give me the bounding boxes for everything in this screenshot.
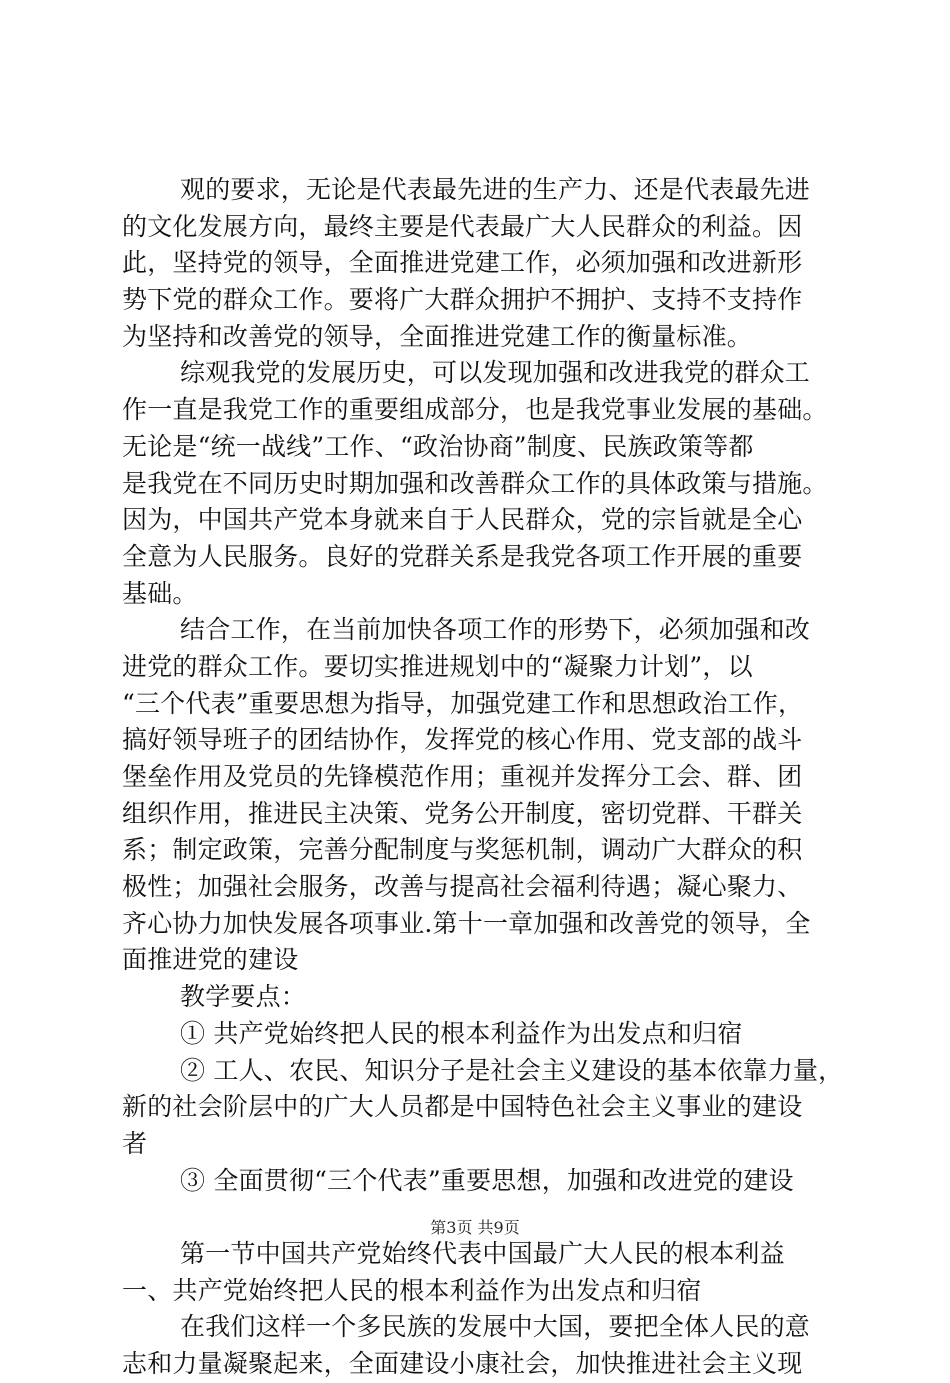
document-body — [122, 172, 842, 1383]
text-line: 齐心协力加快发展各项事业.第十一章加强和改善党的领导，全 — [122, 908, 811, 938]
section-label: 教学要点： — [180, 982, 307, 1012]
section-heading: 第一节中国共产党始终代表中国最广大人民的根本利益 — [180, 1238, 785, 1268]
text-line: 结合工作，在当前加快各项工作的形势下，必须加强和改 — [180, 615, 811, 645]
text-line: 全意为人民服务。良好的党群关系是我党各项工作开展的重要 — [122, 541, 803, 571]
text-line: 进党的群众工作。要切实推进规划中的“凝聚力计划”，以 — [122, 651, 753, 681]
list-item: ② 工人、农民、知识分子是社会主义建设的基本依靠力量， — [180, 1055, 844, 1085]
text-line: 因为，中国共产党本身就来自于人民群众，党的宗旨就是全心 — [122, 505, 803, 535]
text-line: 的文化发展方向，最终主要是代表最广大人民群众的利益。因 — [122, 211, 803, 241]
text-line: 无论是“统一战线”工作、“政治协商”制度、民族政策等都 — [122, 431, 754, 461]
text-line: 面推进党的建设 — [122, 945, 299, 975]
text-line: 在我们这样一个多民族的发展中大国，要把全体人民的意 — [180, 1312, 811, 1342]
text-line: 组织作用，推进民主决策、党务公开制度，密切党群、干群关 — [122, 798, 803, 828]
text-line: 搞好领导班子的团结协作，发挥党的核心作用、党支部的战斗 — [122, 725, 803, 755]
text-line: “三个代表”重要思想为指导，加强党建工作和思想政治工作， — [122, 688, 804, 718]
text-line: 基础。 — [122, 578, 198, 608]
text-line: 新的社会阶层中的广大人员都是中国特色社会主义事业的建设 — [122, 1092, 803, 1122]
text-line: 者 — [122, 1128, 148, 1158]
subsection-heading: 一、共产党始终把人民的根本利益作为出发点和归宿 — [122, 1275, 702, 1305]
text-line: 系；制定政策，完善分配制度与奖惩机制，调动广大群众的积 — [122, 835, 803, 865]
list-item: ③ 全面贯彻“三个代表”重要思想，加强和改进党的建设 — [180, 1165, 794, 1195]
text-line: 观的要求，无论是代表最先进的生产力、还是代表最先进 — [180, 175, 811, 204]
text-line: 作一直是我党工作的重要组成部分，也是我党事业发展的基础。 — [122, 395, 828, 425]
list-item: ① 共产党始终把人民的根本利益作为出发点和归宿 — [180, 1018, 743, 1048]
text-line: 极性；加强社会服务，改善与提高社会福利待遇；凝心聚力、 — [122, 872, 803, 902]
text-line: 此，坚持党的领导，全面推进党建工作，必须加强和改进新形 — [122, 248, 803, 278]
page-footer: 第3页 共9页 — [430, 1218, 520, 1237]
text-line: 综观我党的发展历史，可以发现加强和改进我党的群众工 — [180, 358, 811, 388]
text-line: 志和力量凝聚起来，全面建设小康社会，加快推进社会主义现 — [122, 1349, 803, 1378]
text-line: 是我党在不同历史时期加强和改善群众工作的具体政策与措施。 — [122, 468, 828, 498]
text-line: 势下党的群众工作。要将广大群众拥护不拥护、支持不支持作 — [122, 285, 803, 315]
text-line: 堡垒作用及党员的先锋模范作用；重视并发挥分工会、群、团 — [122, 762, 803, 791]
text-line: 为坚持和改善党的领导，全面推进党建工作的衡量标准。 — [122, 321, 753, 351]
